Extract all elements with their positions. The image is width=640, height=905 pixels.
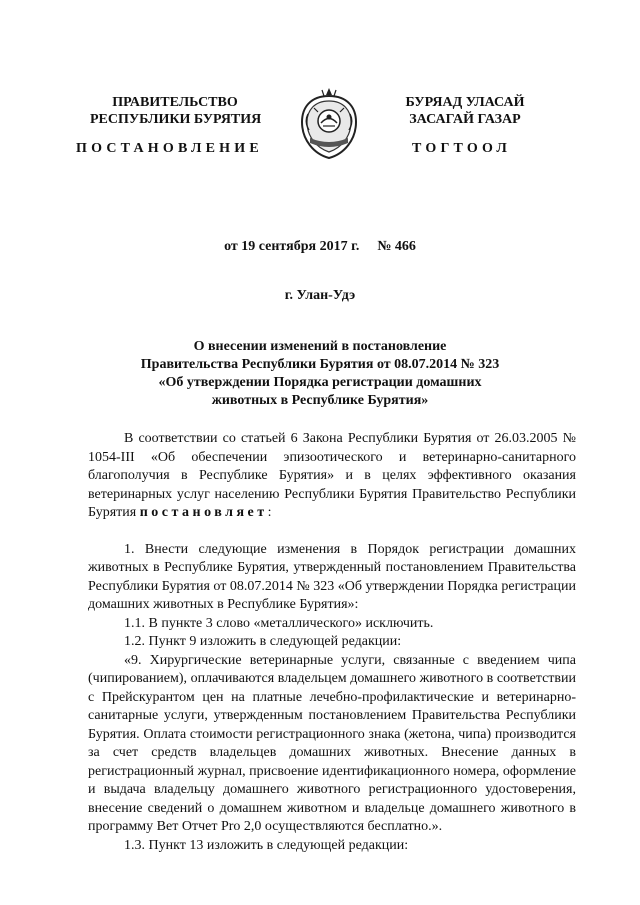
- title-line-2: Правительства Республики Бурятия от 08.07.2014 № 323: [140, 357, 500, 372]
- title-line-1: О внесении изменений в постановление: [193, 339, 447, 354]
- item-1-2: 1.2. Пункт 9 изложить в следующей редакции:: [124, 634, 402, 649]
- document-body: [88, 430, 576, 855]
- document-title: [0, 338, 640, 410]
- preamble-paragraph: [88, 430, 576, 523]
- quote-point-9: «9. Хирургические ветеринарные услуги, связанные с введением чипа (чипированием), оплачиваются владельцем домашнего животного в соответствии с Прейскурантом цен на платные лечебно-профилактические и ветеринарно-санитарные услуги, утвержденным постановлением Правительства Республики Бурятия. Оплата стоимости регистрационного знака (жетона, чипа) производится за счет средств владельцев домашних животных. Внесение данных в регистрационный журнал, присвоение идентификационного номера, оформление и выдача владельцу домашнего животного регистрационного удостоверения, внесение сведений о домашнем животном и владельце домашнего животного в программу Вет Отчет Pro 2,0 осуществляются бесплатно.».: [88, 652, 576, 834]
- header-left-org: [90, 94, 260, 128]
- coat-of-arms-emblem: [296, 84, 362, 162]
- preamble-text: В соответствии со статьей 6 Закона Республики Бурятия от 26.03.2005 № 1054-III «Об обеспечении эпизоотического и ветеринарно-санитарного благополучия в Республике Бурятия» и в целях эффективного оказания ветеринарных услуг населению Республики Бурятия Правительство Республики Бурятия: [88, 431, 576, 520]
- header-right-org: [390, 94, 540, 128]
- header-left-doc-type: ПОСТАНОВЛЕНИЕ: [76, 141, 263, 156]
- title-line-3: «Об утверждении Порядка регистрации домашних: [158, 375, 482, 390]
- document-number: № 466: [377, 239, 416, 254]
- item-1-3: 1.3. Пункт 13 изложить в следующей редакции:: [124, 837, 409, 853]
- item-1-1: 1.1. В пункте 3 слово «металлического» исключить.: [124, 615, 434, 631]
- document-date-number: [0, 239, 640, 255]
- header-right-line2: ЗАСАГАЙ ГАЗАР: [409, 112, 521, 127]
- header-left-line2: РЕСПУБЛИКИ БУРЯТИЯ: [90, 112, 262, 127]
- document-city: г. Улан-Удэ: [284, 288, 356, 303]
- title-line-4: животных в Республике Бурятия»: [211, 393, 429, 408]
- document-date: от 19 сентября 2017 г.: [224, 239, 360, 254]
- header-right-line1: БУРЯАД УЛАСАЙ: [405, 95, 525, 110]
- resolves-colon: :: [267, 505, 272, 520]
- resolves-word: постановляет: [139, 505, 268, 520]
- header-left-line1: ПРАВИТЕЛЬСТВО: [112, 95, 238, 110]
- header-right-doc-type: ТОГТООЛ: [412, 141, 512, 156]
- item-1: 1. Внести следующие изменения в Порядок регистрации домашних животных в Республике Бурятия, утвержденный постановлением Правительства Республики Бурятия от 08.07.2014 № 323 «Об утверждении Порядка регистрации домашних животных в Республике Бурятия»:: [88, 541, 576, 612]
